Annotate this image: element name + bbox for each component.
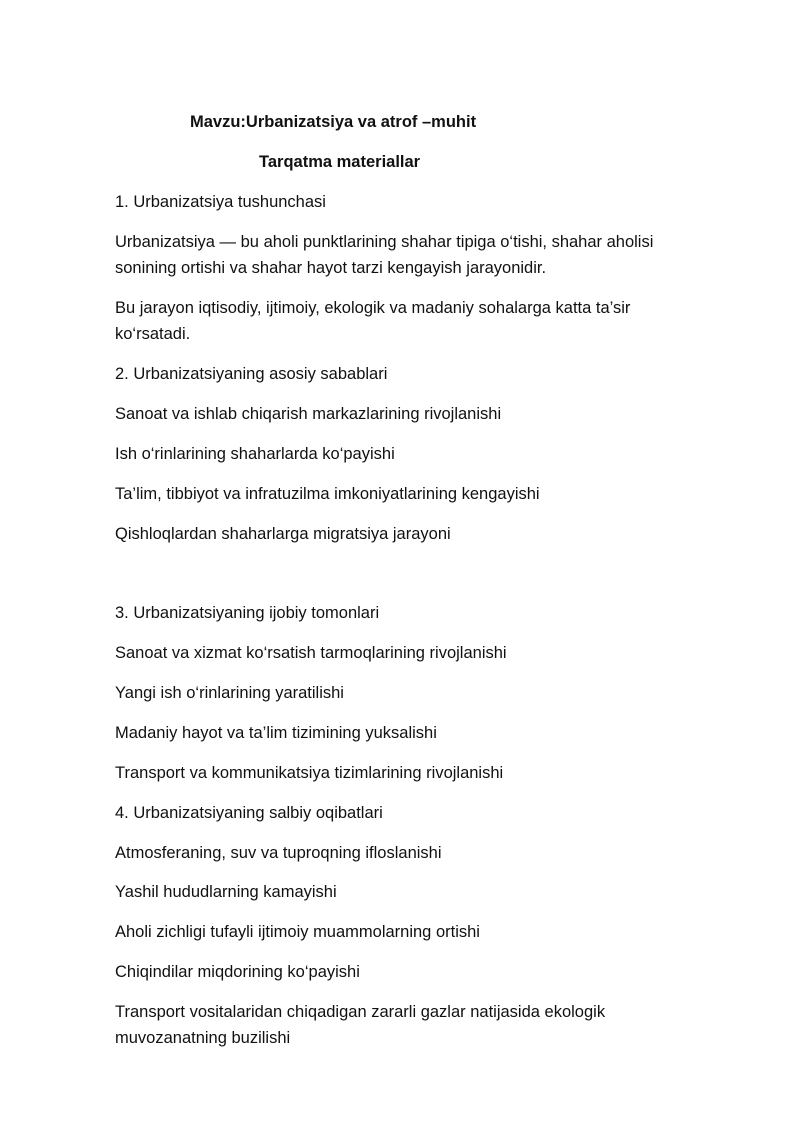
list-item: Madaniy hayot va ta’lim tizimining yuksalishi [115, 724, 437, 742]
list-item: Qishloqlardan shaharlarga migratsiya jarayoni [115, 525, 451, 543]
section-heading-2: 2. Urbanizatsiyaning asosiy sabablari [115, 365, 388, 383]
list-item: Chiqindilar miqdorining ko‘payishi [115, 963, 360, 981]
paragraph-line: Transport vositalaridan chiqadigan zararli gazlar natijasida ekologik [115, 1003, 606, 1021]
list-item: Atmosferaning, suv va tuproqning ifloslanishi [115, 844, 442, 862]
list-item: Sanoat va ishlab chiqarish markazlarining rivojlanishi [115, 405, 502, 423]
list-item: Ta’lim, tibbiyot va infratuzilma imkoniyatlarining kengayishi [115, 485, 540, 503]
document-title: Mavzu:Urbanizatsiya va atrof –muhit [190, 113, 477, 131]
list-item: Sanoat va xizmat ko‘rsatish tarmoqlarining rivojlanishi [115, 644, 507, 662]
section-heading-4: 4. Urbanizatsiyaning salbiy oqibatlari [115, 804, 383, 822]
document-subtitle: Tarqatma materiallar [259, 153, 421, 171]
list-item: Aholi zichligi tufayli ijtimoiy muammolarning ortishi [115, 923, 480, 941]
list-item: Transport va kommunikatsiya tizimlarining rivojlanishi [115, 764, 504, 782]
section-heading-1: 1. Urbanizatsiya tushunchasi [115, 193, 326, 211]
paragraph-line: sonining ortishi va shahar hayot tarzi kengayish jarayonidir. [115, 259, 547, 277]
paragraph-line: Bu jarayon iqtisodiy, ijtimoiy, ekologik va madaniy sohalarga katta ta’sir [115, 299, 631, 317]
section-heading-3: 3. Urbanizatsiyaning ijobiy tomonlari [115, 604, 380, 622]
paragraph-line: muvozanatning buzilishi [115, 1029, 291, 1047]
list-item: Ish o‘rinlarining shaharlarda ko‘payishi [115, 445, 395, 463]
paragraph-line: ko‘rsatadi. [115, 325, 191, 343]
list-item: Yashil hududlarning kamayishi [115, 883, 337, 901]
list-item: Yangi ish o‘rinlarining yaratilishi [115, 684, 344, 702]
paragraph-line: Urbanizatsiya — bu aholi punktlarining shahar tipiga o‘tishi, shahar aholisi [115, 233, 654, 251]
